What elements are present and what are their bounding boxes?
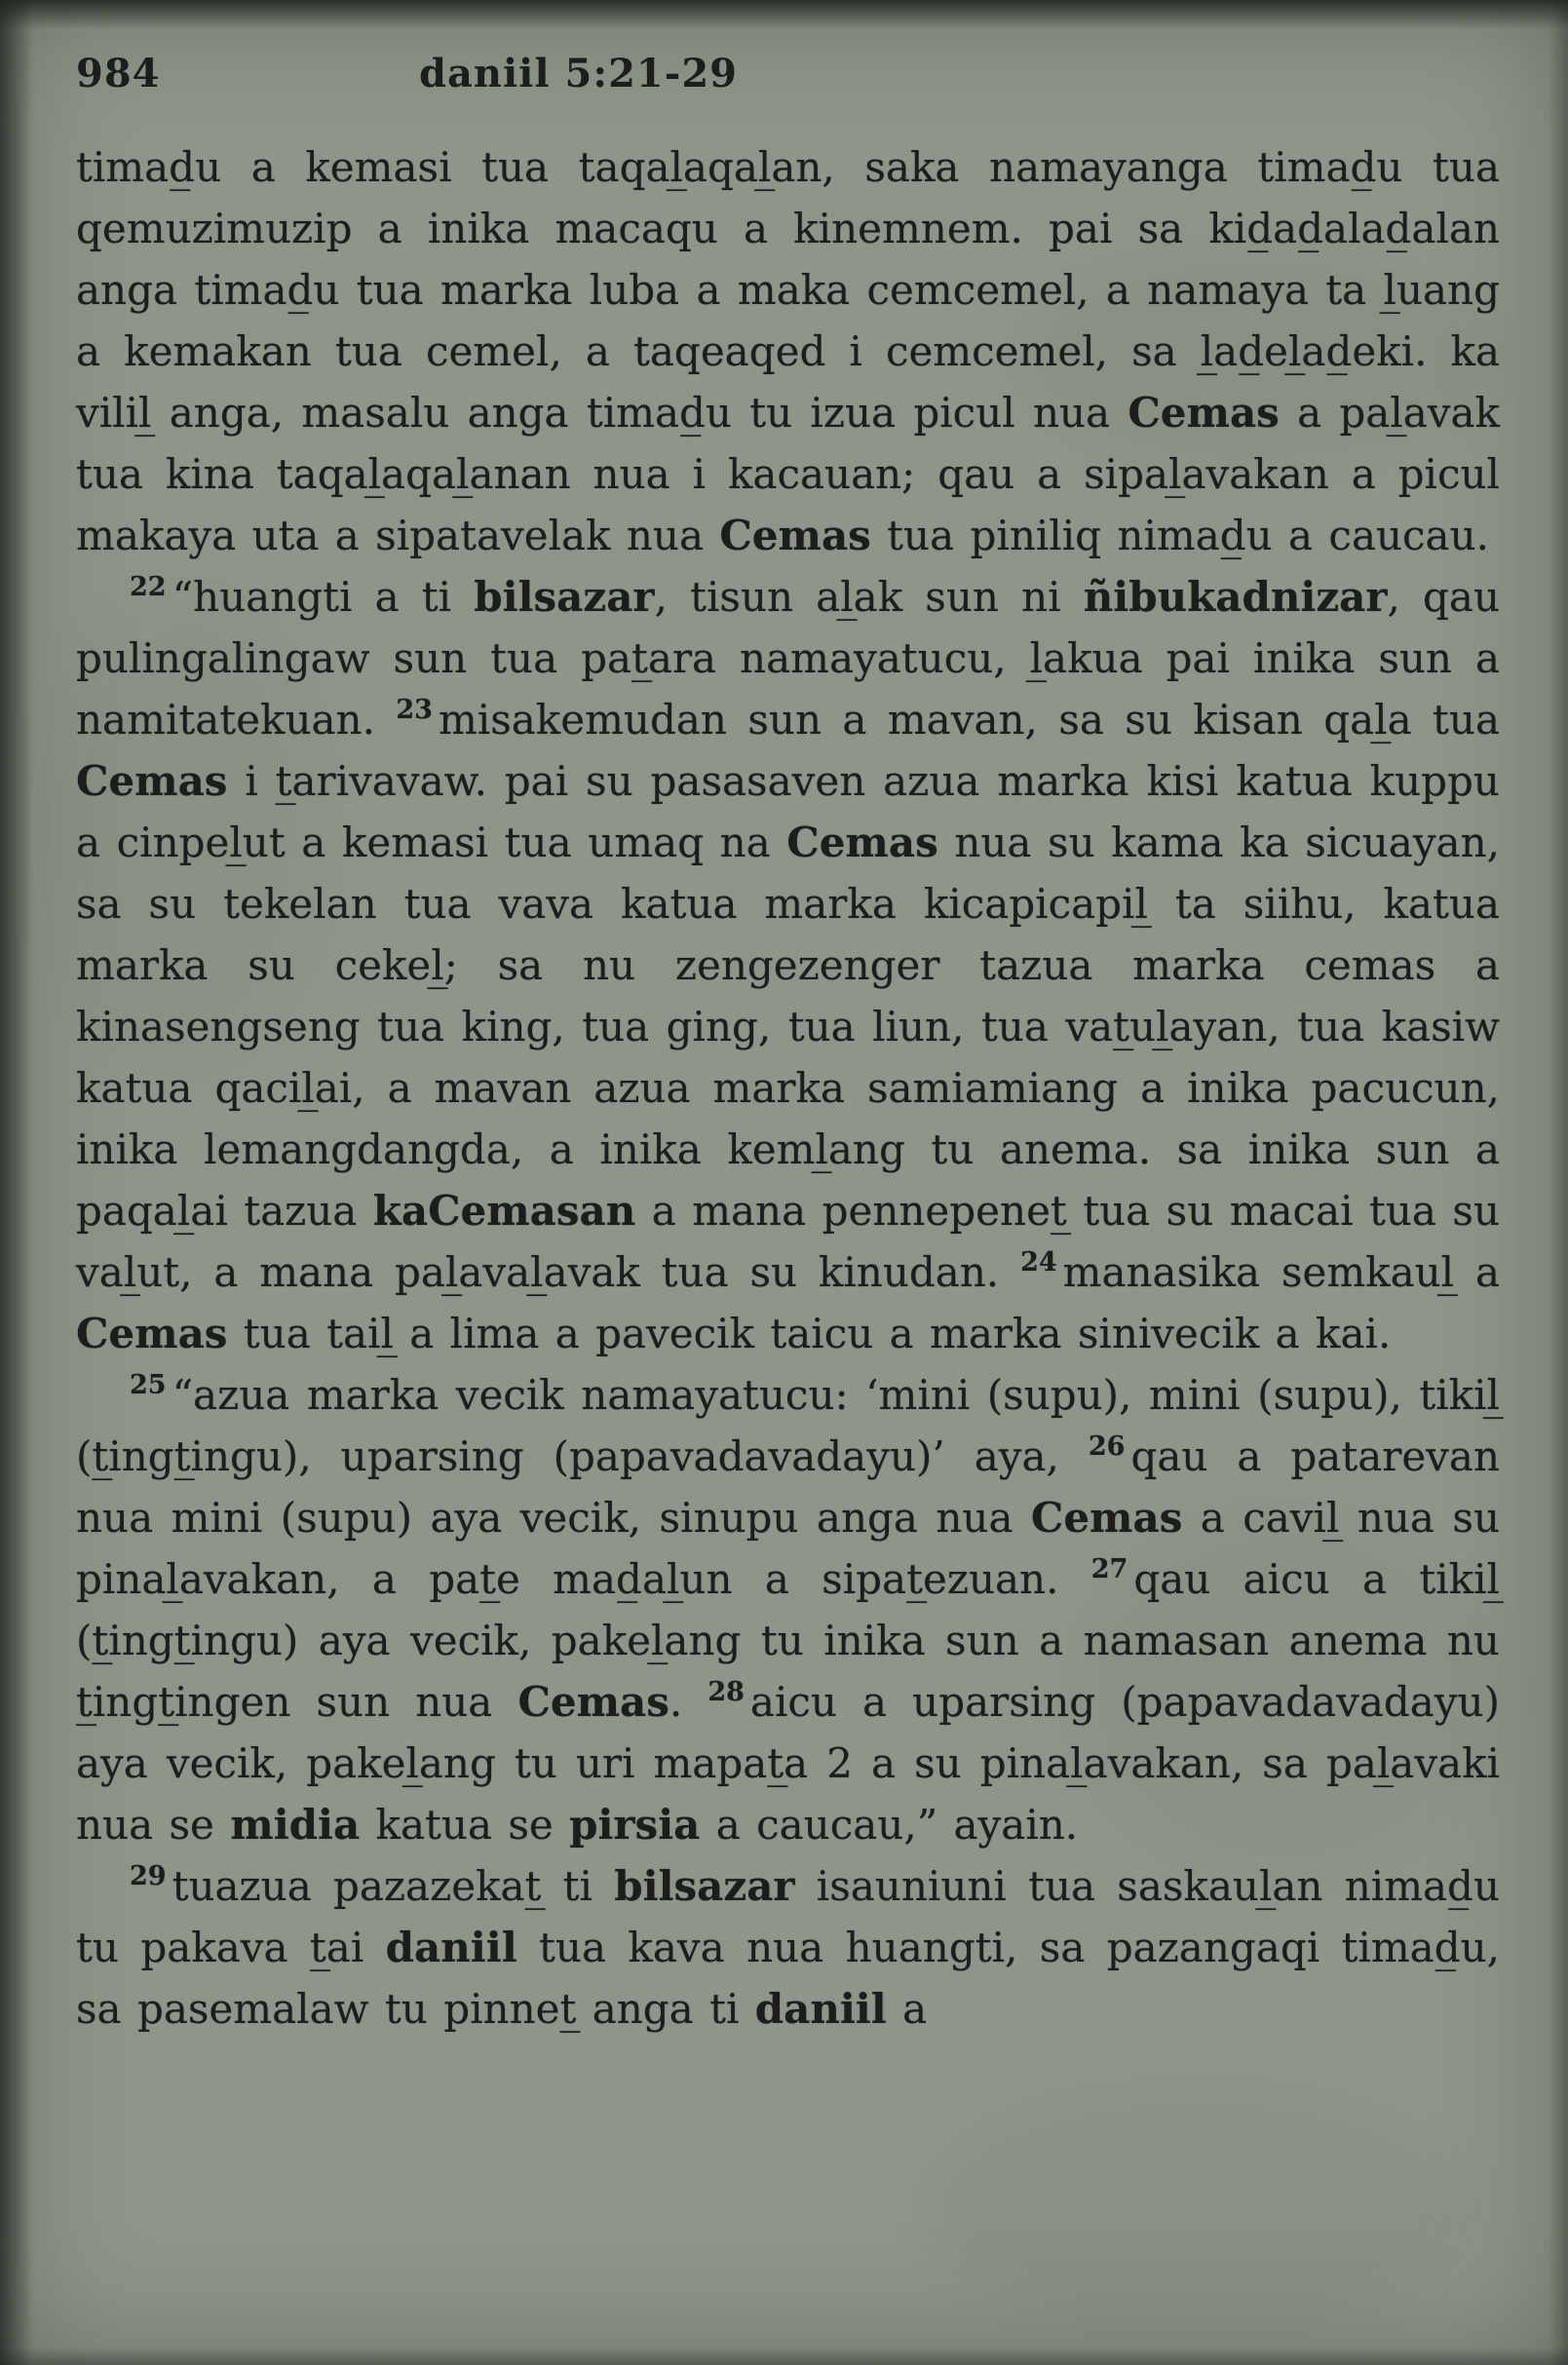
verse-number: 25 [130,1370,167,1400]
paragraph [76,136,1500,566]
text-column [76,136,1500,2040]
bold-text-run: Cemas [517,1678,669,1726]
verse-number: 22 [130,572,167,602]
scan-edge-left [0,0,33,2365]
text-run: a caucau,” ayain. [700,1801,1079,1849]
verse-number: 26 [1088,1431,1126,1462]
bold-text-run: daniil [385,1924,517,1971]
text-run: qau aicu a tikil̲ (t̲ingt̲ingu) aya vecik, pakel̲ang tu inika sun a namasan anema nu t̲ingt̲ingen sun nua [76,1555,1500,1726]
text-run: “huangti a ti [172,573,475,621]
bold-text-run: pirsia [569,1801,701,1849]
bold-text-run: Cemas [786,819,938,866]
text-run: misakemudan sun a mavan, sa su kisan qal̲a tua [438,696,1500,744]
text-run: nua su kama ka sicuayan, sa su tekelan tua vava katua marka kicapicapil̲ ta siihu, katua marka su cekel̲; sa nu zengezenger tazua marka cemas a kinasengseng tua king, tua ging, tua liun, tua vat̲ul̲ayan, tua kasiw katua qacil̲ai, a mavan azua marka samiamiang a inika pacucun, inika lemangdangda, a inika keml̲ang tu anema. sa inika sun a paqal̲ai tazua [76,819,1500,1235]
verse-number: 28 [708,1677,745,1707]
text-run: , qau pulingalingaw sun tua pat̲ara namayatucu, l̲akua pai inika sun a namitatekuan. [76,573,1500,744]
verse-number: 27 [1090,1554,1128,1584]
bold-text-run: Cemas [719,512,871,559]
bold-text-run: Cemas [1030,1494,1183,1542]
bold-text-run: daniil [754,1985,887,2033]
bold-text-run: Cemas [76,1310,228,1357]
text-run: a pal̲avak tua kina taqal̲aqal̲anan nua i kacauan; qau a sipal̲avakan a picul makaya uta a sipatavelak nua [76,389,1501,559]
text-run: katua se [360,1801,570,1849]
scan-edge-right [1549,0,1568,2365]
text-run: a cavil̲ nua su pinal̲avakan, a pat̲e mad̲al̲un a sipat̲ezuan. [76,1494,1500,1603]
text-run: . [669,1678,708,1726]
text-run: timad̲u a kemasi tua taqal̲aqal̲an, saka namayanga timad̲u tua qemuzimuzip a inika macaqu a kinemnem. pai sa kid̲ad̲alad̲alan anga timad̲u tua marka luba a maka cemcemel, a namaya ta l̲uang a kemakan tua cemel, a taqeaqed i cemcemel, sa l̲ad̲el̲ad̲eki. ka vilil̲ anga, masalu anga timad̲u tu izua picul nua [76,143,1500,437]
text-run: tua kava nua huangti, sa pazangaqi timad̲u, sa pasemalaw tu pinnet̲ anga ti [76,1924,1501,2033]
text-run: tuazua pazazekat̲ ti [172,1862,615,1910]
running-head: daniil 5:21-29 [419,51,739,96]
scan-bleedthrough-artifact [926,2095,1472,2329]
bold-text-run: bilsazar [614,1862,795,1910]
text-run: qau a patarevan nua mini (supu) aya vecik, sinupu anga nua [76,1432,1501,1542]
verse-number: 24 [1020,1247,1057,1278]
bold-text-run: bilsazar [474,573,655,621]
bold-text-run: kaCemasan [372,1187,636,1235]
page-header [76,51,1500,111]
paragraph [76,1364,1500,1855]
verse-number: 29 [130,1861,167,1891]
text-run: tua tail̲ a lima a pavecik taicu a marka sinivecik a kai. [227,1310,1392,1357]
bold-text-run: ñibukadnizar [1083,573,1388,621]
text-run: a mana pennepenet̲ tua su macai tua su val̲ut, a mana pal̲aval̲avak tua su kinudan. [76,1187,1500,1296]
paragraph [76,566,1500,1364]
scan-edge-top [0,0,1568,29]
text-run: isauniuni tua saskaul̲an nimad̲u tu pakava t̲ai [76,1862,1500,1971]
paragraph [76,1855,1500,2040]
text-run: , tisun al̲ak sun ni [654,573,1084,621]
bold-text-run: midia [230,1801,361,1849]
page-content [76,51,1500,2040]
text-run: a [886,1985,928,2033]
text-run: i t̲arivavaw. pai su pasasaven azua marka kisi katua kuppu a cinpel̲ut a kemasi tua umaq na [76,757,1500,866]
text-run: aicu a uparsing (papavadavadayu) aya vecik, pakel̲ang tu uri mapat̲a 2 a su pinal̲avakan, sa pal̲avaki nua se [76,1678,1500,1849]
bold-text-run: Cemas [1128,389,1280,437]
text-run: manasika semkaul̲ a [1062,1248,1500,1296]
scan-edge-bottom [0,2347,1568,2365]
text-run: “azua marka vecik namayatucu: ‘mini (supu), mini (supu), tikil̲ (t̲ingt̲ingu), uparsing (papavadavadayu)’ aya, [76,1371,1500,1480]
text-run: tua piniliq nimad̲u a caucau. [870,512,1489,559]
page-number: 984 [76,51,161,96]
bold-text-run: Cemas [76,757,228,805]
verse-number: 23 [396,695,433,725]
